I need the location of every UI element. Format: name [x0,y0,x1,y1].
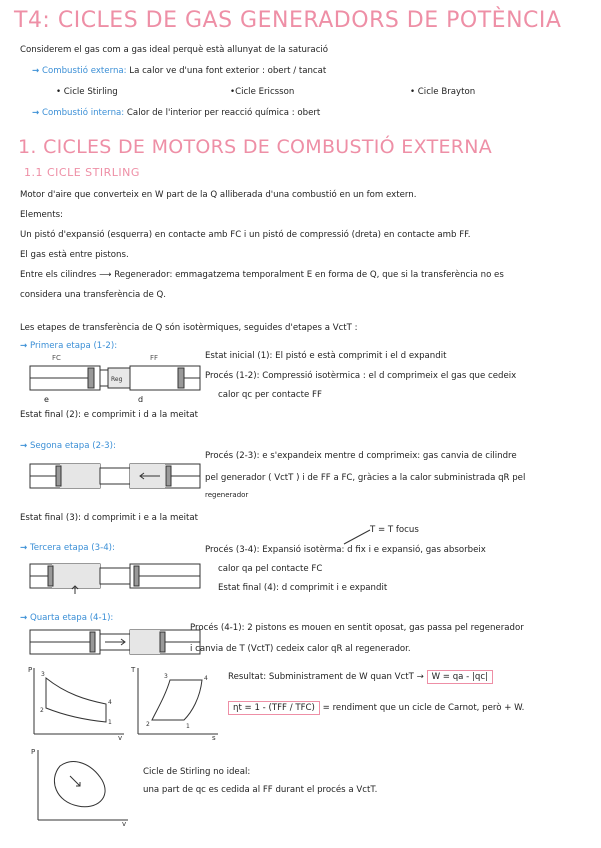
fc-label: FC [52,354,61,362]
cycle-direction-arrow-icon [70,776,80,786]
gas-region [60,464,100,488]
external-combustion-row [32,65,326,77]
arrow-right-icon: → [20,543,28,553]
temperature-note: T = T focus [370,525,419,535]
arrow-right-icon: → [20,441,28,451]
stage-2-piston-diagram [30,458,200,496]
non-ideal-pv-diagram [30,746,130,826]
stage-4-line: Procés (4-1): 2 pistons es mouen en sentit oposat, gas passa pel regenerador [190,623,524,633]
regenerator-text: Regenerador: emmagatzema temporalment E en forma de Q, que si la transferència no es [114,270,504,280]
paragraph: Un pistó d'expansió (esquerra) en contacte amb FC i un pistó de compressió (dreta) en contacte amb FF. [20,230,471,240]
stage-1-heading [20,340,117,352]
stirling-cycle-path [46,678,106,722]
non-ideal-text: una part de qc es cedida al FF durant el procés a VctT. [143,785,378,795]
svg-text:4: 4 [204,675,208,682]
v-axis-label: v [118,734,123,742]
regenerator-duct [100,468,130,484]
internal-combustion-label: Combustió interna: [41,108,125,118]
arrow-right-icon: → [32,66,40,76]
subsection-title: 1.1 CICLE STIRLING [24,166,140,179]
flow-arrow-icon [105,639,125,645]
stage-4-piston-diagram [30,626,200,660]
efficiency-line [228,702,524,714]
stage-2-line: regenerador [205,491,249,499]
cycle-brayton: • Cicle Brayton [410,87,476,97]
piston-d-label: d [138,395,144,404]
arrow-right-icon: → [20,341,28,351]
stage-2-label: Segona etapa (2-3): [29,441,116,451]
arrow-right-icon: → [32,108,40,118]
cylinder-valve [100,370,108,386]
stage-1-line: Procés (1-2): Compressió isotèrmica : el d comprimeix el gas que cedeix [205,371,517,381]
stirling-cycle-path [152,680,202,720]
stage-4-label: Quarta etapa (4-1): [29,613,114,623]
gas-region [130,630,160,654]
svg-text:3: 3 [41,671,45,678]
s-axis-label: s [212,734,216,742]
intro-line: Considerem el gas com a gas ideal perquè està allunyat de la saturació [20,45,329,55]
stage-2-line: pel generador ( VctT ) i de FF a FC, gràcies a la calor subministrada qR pel [205,473,526,483]
svg-text:4: 4 [108,699,112,706]
stage-3-line: Procés (3-4): Expansió isotèrma: d fix i e expansió, gas absorbeix [205,545,486,555]
arrow-right-icon: → [416,672,424,682]
piston-e [48,566,53,586]
stage-1-label: Primera etapa (1-2): [29,341,118,351]
cycle-ericsson: •Cicle Ericsson [230,87,295,97]
paragraph: Elements: [20,210,63,220]
efficiency-text: = rendiment que un cicle de Carnot, però + W. [322,703,525,713]
stage-1-line: Estat inicial (1): El pistó e està comprimit i el d expandit [205,351,447,361]
non-ideal-title: Cicle de Stirling no ideal: [143,767,251,777]
efficiency-equation: ηt = 1 - (TFF / TFC) [228,701,320,715]
piston-d [166,466,171,486]
piston-e [88,368,94,388]
stage-3-heading [20,542,115,554]
piston-d [160,632,165,652]
stage-4-heading [20,612,113,624]
ff-label: FF [150,354,159,362]
stage-2-heading [20,440,116,452]
piston-d [178,368,184,388]
paragraph: El gas està entre pistons. [20,250,129,260]
regenerator-duct [100,568,130,584]
stage-1-final: Estat final (2): e comprimit i d a la meitat [20,410,199,420]
piston-e [90,632,95,652]
internal-combustion-text: Calor de l'interior per reacció química : obert [126,108,321,118]
paragraph: considera una transferència de Q. [20,290,167,300]
stage-3-label: Tercera etapa (3-4): [29,543,115,553]
v-axis-label: v [122,820,127,828]
p-axis-label: P [31,748,36,756]
external-combustion-label: Combustió externa: [41,66,127,76]
work-equation: W = qa - |qc| [427,670,493,684]
stage-3-line: calor qa pel contacte FC [218,564,323,574]
paragraph: Les etapes de transferència de Q són isotèrmiques, seguides d'etapes a VctT : [20,323,358,333]
result-line [228,671,493,683]
stage-2-final: Estat final (3): d comprimit i e a la meitat [20,513,199,523]
p-axis-label: P [28,666,33,674]
arrow-right-icon: ⟶ [99,270,112,280]
reg-label: Reg [111,376,123,383]
regenerator-intro: Entre els cilindres [20,270,97,280]
external-combustion-text: La calor ve d'una font exterior : obert / tancat [129,66,327,76]
internal-combustion-row [32,107,320,119]
stage-1-line: calor qc per contacte FF [218,390,322,400]
paragraph: Motor d'aire que converteix en W part de la Q alliberada d'una combustió en un fom extern. [20,190,417,200]
stage-2-line: Procés (2-3): e s'expandeix mentre d comprimeix: gas canvia de cilindre [205,451,517,461]
regenerator-line [20,269,504,281]
svg-text:2: 2 [146,721,150,728]
svg-text:1: 1 [108,719,112,726]
cycle-stirling: • Cicle Stirling [56,87,118,97]
result-text: Resultat: Subministrament de W quan VctT [228,672,414,682]
piston-e-label: e [44,395,49,404]
svg-text:3: 3 [164,673,168,680]
t-axis-label: T [131,666,136,674]
stage-1-piston-diagram [30,356,200,406]
arrow-right-icon: → [20,613,28,623]
piston-d [134,566,139,586]
piston-e [56,466,61,486]
stage-3-piston-diagram [30,556,200,598]
page-title: T4: CICLES DE GAS GENERADORS DE POTÈNCIA [14,8,562,33]
section-title: 1. CICLES DE MOTORS DE COMBUSTIÓ EXTERNA [18,136,493,158]
stage-4-line: i canvia de T (VctT) cedeix calor qR al regenerador. [190,644,411,654]
svg-text:2: 2 [40,707,44,714]
ts-diagram [130,664,220,740]
pv-diagram [26,664,126,740]
gas-region [52,564,100,588]
stage-3-final: Estat final (4): d comprimit i e expandit [218,583,388,593]
svg-text:1: 1 [186,723,190,730]
